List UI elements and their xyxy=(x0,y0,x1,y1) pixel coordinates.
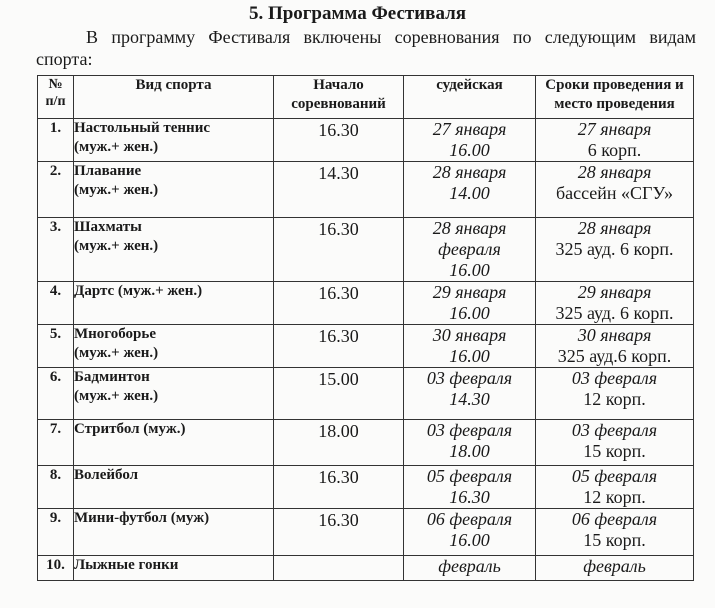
start-time: 16.30 xyxy=(274,509,404,556)
sport-cell xyxy=(74,282,274,325)
place-cell xyxy=(536,509,694,556)
header-place xyxy=(536,76,694,119)
header-start-line2: соревнований xyxy=(291,96,386,112)
event-date: 28 января xyxy=(577,162,652,182)
judge-line-2: 16.00 xyxy=(449,140,490,160)
start-time: 16.30 xyxy=(274,119,404,162)
header-num-line2: п/п xyxy=(45,94,66,109)
place-cell xyxy=(536,119,694,162)
table-row xyxy=(38,368,694,420)
sport-name: Волейбол xyxy=(74,467,139,483)
event-date: февраль xyxy=(583,556,646,576)
judge-line-2: 16.00 xyxy=(449,530,490,550)
sport-cell xyxy=(74,420,274,466)
event-location: 325 ауд. 6 корп. xyxy=(555,239,674,259)
judge-cell xyxy=(404,218,536,282)
judge-date: 30 января xyxy=(432,325,507,345)
intro-paragraph xyxy=(36,26,696,70)
sport-name: Шахматы xyxy=(74,219,142,235)
sport-name: Настольный теннис xyxy=(74,120,211,136)
event-date: 30 января xyxy=(577,325,652,345)
start-time xyxy=(274,556,404,581)
sport-cell xyxy=(74,556,274,581)
table-row xyxy=(38,420,694,466)
header-place-line1: Сроки проведения и xyxy=(545,77,684,93)
judge-cell xyxy=(404,466,536,509)
judge-line-2: 14.30 xyxy=(449,389,490,409)
judge-cell xyxy=(404,368,536,420)
table-row xyxy=(38,466,694,509)
start-time: 15.00 xyxy=(274,368,404,420)
judge-line-2: 16.00 xyxy=(449,346,490,366)
judge-line-2: 18.00 xyxy=(449,441,490,461)
row-number: 5. xyxy=(38,325,74,368)
judge-cell xyxy=(404,162,536,218)
sport-cell xyxy=(74,325,274,368)
judge-cell xyxy=(404,509,536,556)
intro-line-1: В программу Фестиваля включены соревнования по следующим видам xyxy=(86,27,696,47)
header-judge: судейская xyxy=(404,76,536,119)
sport-name: Бадминтон xyxy=(74,369,150,385)
event-location: 12 корп. xyxy=(583,389,646,409)
event-location: бассейн «СГУ» xyxy=(555,183,674,203)
sport-name: Лыжные гонки xyxy=(74,557,179,573)
row-number: 3. xyxy=(38,218,74,282)
program-table xyxy=(37,75,694,581)
sport-category: (муж.+ жен.) xyxy=(74,345,159,361)
header-num-line1: № xyxy=(48,77,63,92)
sport-category: (муж.+ жен.) xyxy=(74,182,159,198)
start-time: 16.30 xyxy=(274,282,404,325)
table-row xyxy=(38,325,694,368)
sport-category: (муж.+ жен.) xyxy=(74,139,159,155)
row-number: 9. xyxy=(38,509,74,556)
sport-name: Плавание xyxy=(74,163,142,179)
header-place-line2: место проведения xyxy=(554,96,675,112)
start-time: 16.30 xyxy=(274,466,404,509)
place-cell xyxy=(536,162,694,218)
start-time: 16.30 xyxy=(274,325,404,368)
sport-cell xyxy=(74,368,274,420)
sport-cell xyxy=(74,119,274,162)
row-number: 6. xyxy=(38,368,74,420)
sport-category: (муж.+ жен.) xyxy=(74,238,159,254)
header-num xyxy=(38,76,74,119)
judge-cell xyxy=(404,119,536,162)
table-row xyxy=(38,162,694,218)
judge-date: 28 января xyxy=(432,218,507,238)
event-date: 28 января xyxy=(577,218,652,238)
header-sport: Вид спорта xyxy=(74,76,274,119)
table-row xyxy=(38,282,694,325)
intro-line-2: спорта: xyxy=(36,49,93,69)
sport-cell xyxy=(74,162,274,218)
judge-line-2: 14.00 xyxy=(449,183,490,203)
sport-cell xyxy=(74,218,274,282)
row-number: 4. xyxy=(38,282,74,325)
event-date: 06 февраля xyxy=(571,509,658,529)
judge-date: февраль xyxy=(438,556,501,576)
row-number: 1. xyxy=(38,119,74,162)
sport-name: Многоборье xyxy=(74,326,156,342)
table-row xyxy=(38,218,694,282)
start-time: 14.30 xyxy=(274,162,404,218)
event-location: 325 ауд. 6 корп. xyxy=(555,303,674,323)
row-number: 2. xyxy=(38,162,74,218)
judge-date: 29 января xyxy=(432,282,507,302)
place-cell xyxy=(536,325,694,368)
header-start-line1: Начало xyxy=(313,77,364,93)
judge-date: 05 февраля xyxy=(426,466,513,486)
event-location: 325 ауд.6 корп. xyxy=(557,346,672,366)
sport-category: (муж.+ жен.) xyxy=(74,388,159,404)
table-body xyxy=(38,119,694,581)
row-number: 10. xyxy=(38,556,74,581)
place-cell xyxy=(536,420,694,466)
place-cell xyxy=(536,466,694,509)
sport-cell xyxy=(74,466,274,509)
table-header-row xyxy=(38,76,694,119)
sport-name: Стритбол (муж.) xyxy=(74,421,186,437)
place-cell xyxy=(536,218,694,282)
judge-date: 06 февраля xyxy=(426,509,513,529)
sport-name: Дартс (муж.+ жен.) xyxy=(74,283,203,299)
place-cell xyxy=(536,282,694,325)
event-location: 15 корп. xyxy=(583,441,646,461)
start-time: 16.30 xyxy=(274,218,404,282)
sport-name: Мини-футбол (муж) xyxy=(74,510,210,526)
judge-line-3: 16.00 xyxy=(449,260,490,280)
judge-date: 03 февраля xyxy=(426,420,513,440)
judge-cell xyxy=(404,282,536,325)
event-location: 12 корп. xyxy=(583,487,646,507)
judge-cell xyxy=(404,325,536,368)
judge-line-2: 16.00 xyxy=(449,303,490,323)
judge-date: 03 февраля xyxy=(426,368,513,388)
section-title: 5. Программа Фестиваля xyxy=(248,3,467,24)
start-time: 18.00 xyxy=(274,420,404,466)
row-number: 8. xyxy=(38,466,74,509)
table-row xyxy=(38,556,694,581)
table-row xyxy=(38,119,694,162)
judge-line-2: 16.30 xyxy=(449,487,490,507)
event-date: 03 февраля xyxy=(571,368,658,388)
event-date: 05 февраля xyxy=(571,466,658,486)
judge-cell xyxy=(404,556,536,581)
event-date: 27 января xyxy=(577,119,652,139)
judge-cell xyxy=(404,420,536,466)
row-number: 7. xyxy=(38,420,74,466)
event-date: 03 февраля xyxy=(571,420,658,440)
event-location: 15 корп. xyxy=(583,530,646,550)
table-row xyxy=(38,509,694,556)
header-start xyxy=(274,76,404,119)
judge-line-2: февраля xyxy=(438,239,501,259)
place-cell xyxy=(536,368,694,420)
judge-date: 27 января xyxy=(432,119,507,139)
judge-date: 28 января xyxy=(432,162,507,182)
sport-cell xyxy=(74,509,274,556)
event-date: 29 января xyxy=(577,282,652,302)
place-cell xyxy=(536,556,694,581)
event-location: 6 корп. xyxy=(587,140,642,160)
